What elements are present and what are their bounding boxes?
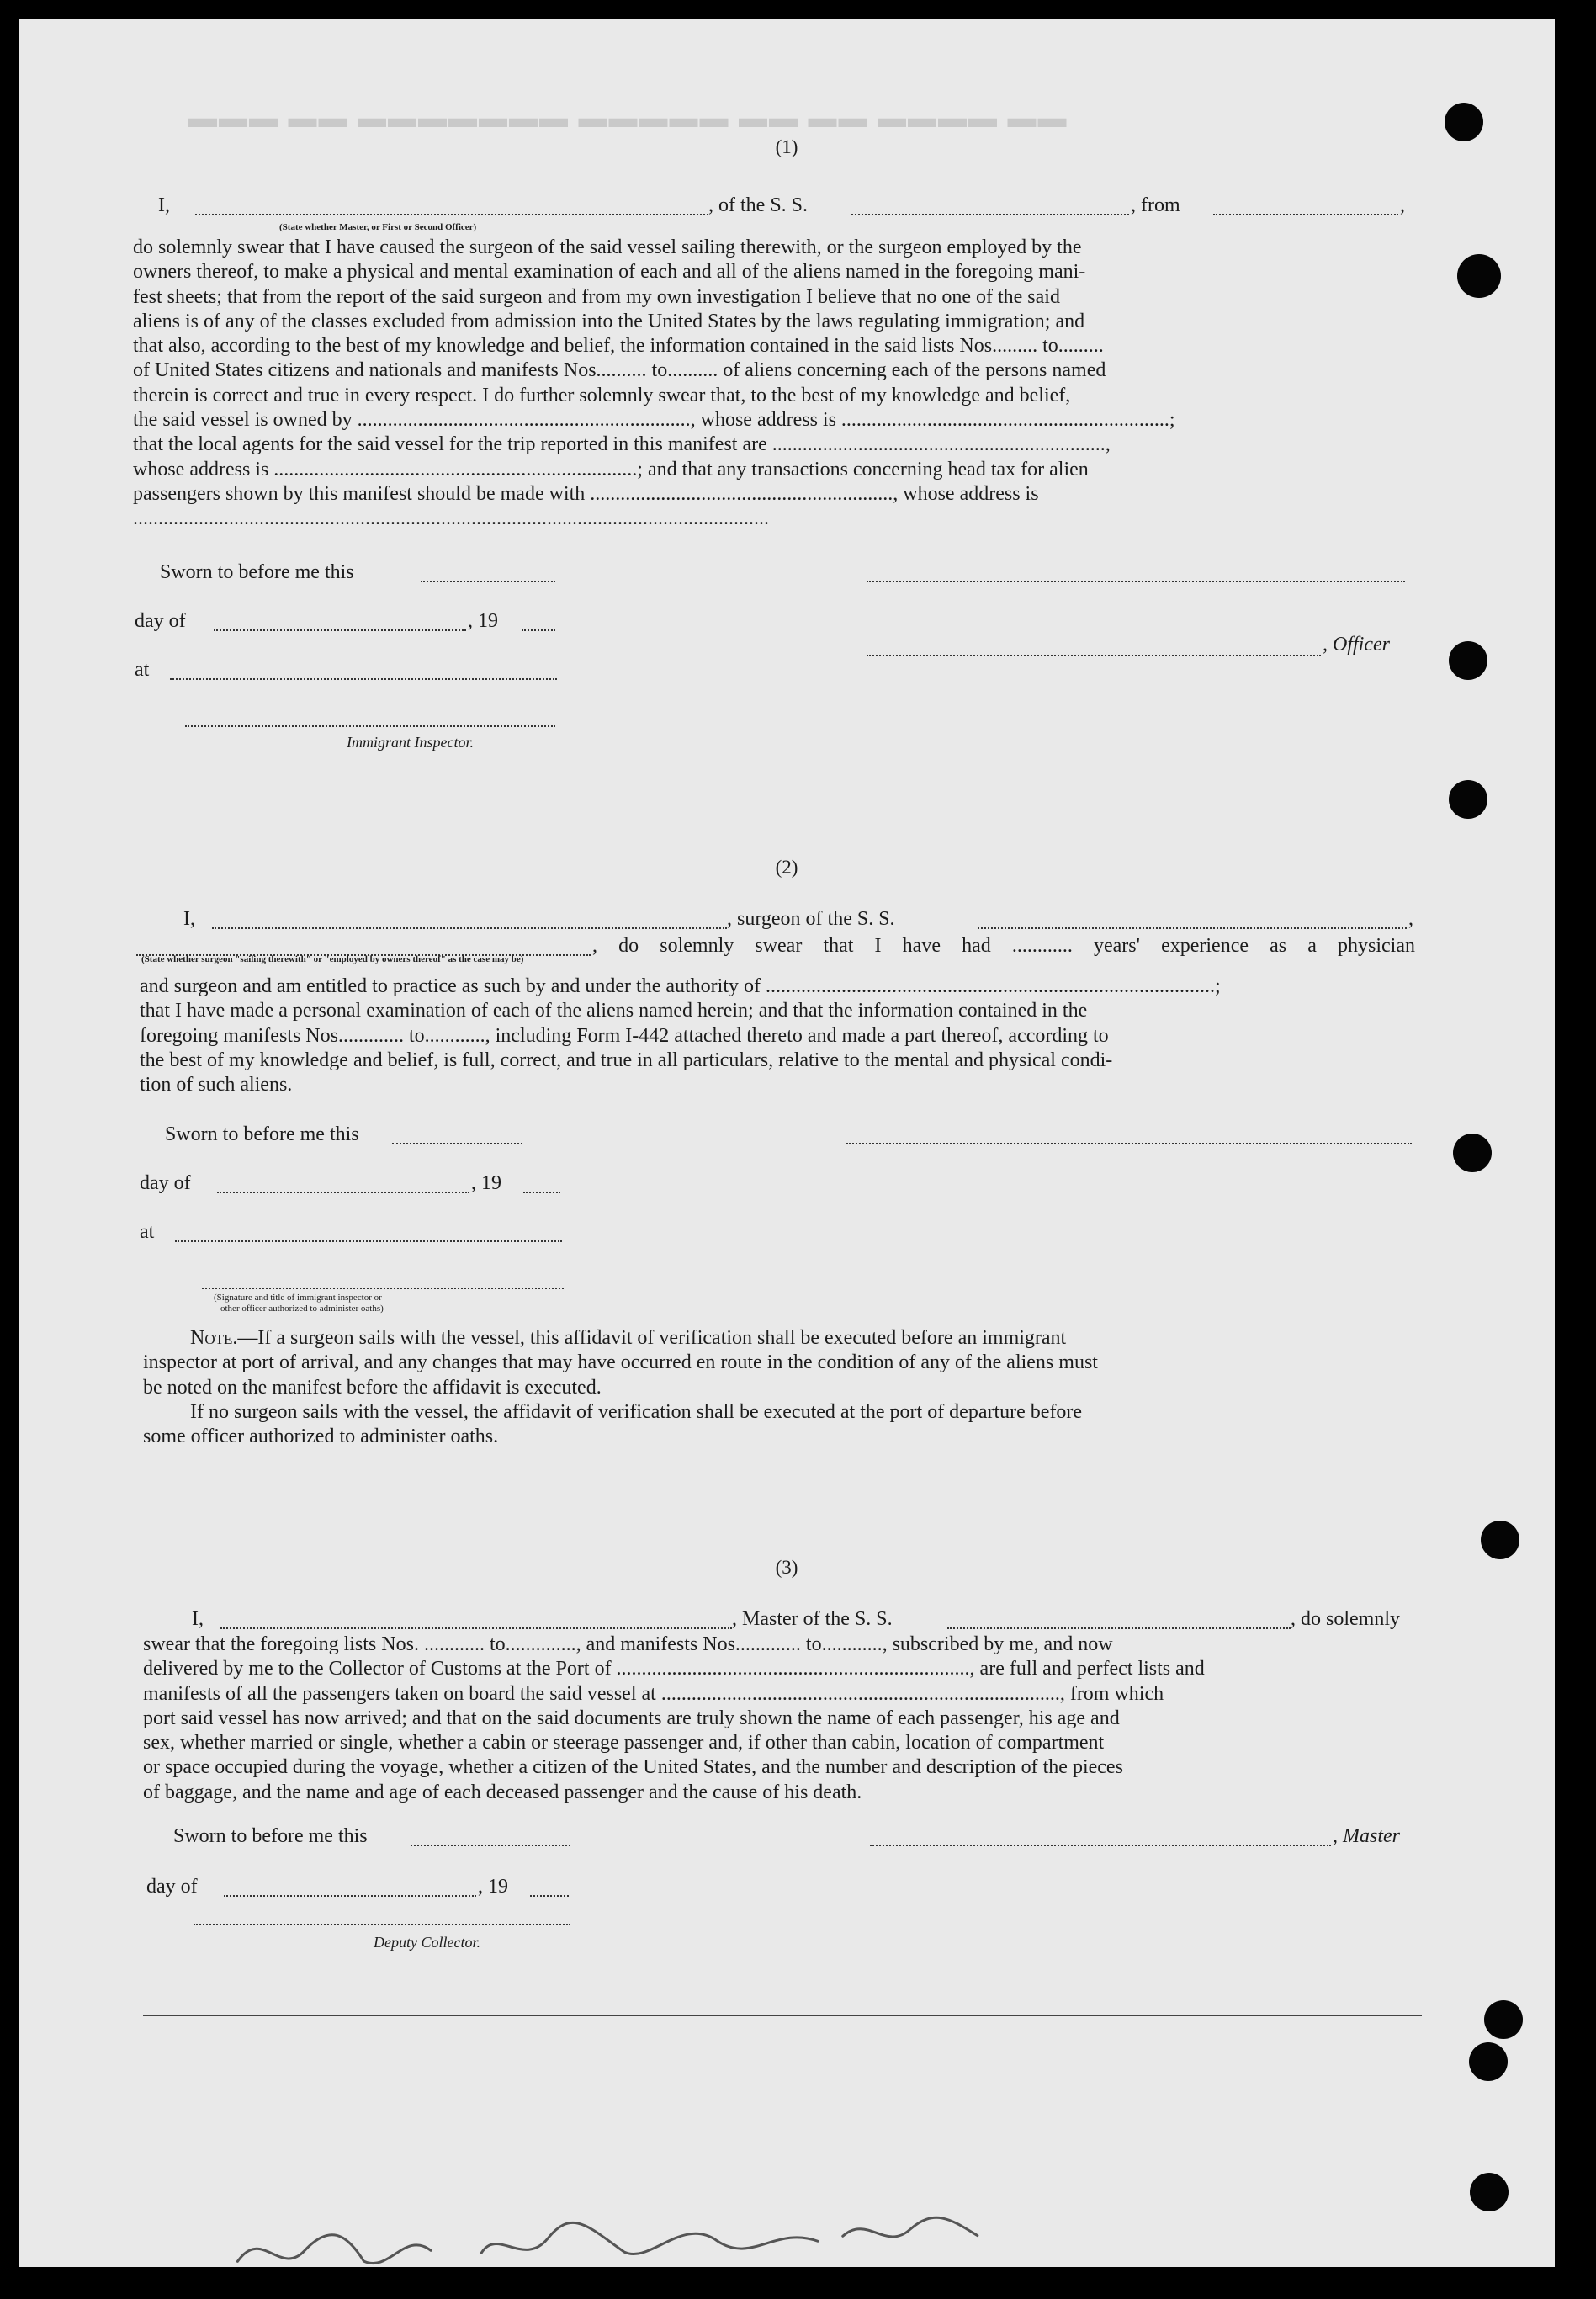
s1-inspector-signature-field[interactable] [185, 725, 555, 727]
s2-inspector-signature-field[interactable] [202, 1288, 564, 1289]
note-label: Note. [190, 1327, 238, 1349]
handwriting-drawing [228, 2193, 987, 2286]
s1-from-port-field[interactable] [1213, 214, 1398, 215]
s3-body-line: delivered by me to the Collector of Customs at the Port of ......................................................................, are full and perfect lists and [143, 1658, 1205, 1680]
s1-at-place-field[interactable] [170, 678, 557, 680]
s3-vessel-name-field[interactable] [947, 1627, 1291, 1629]
s1-body-line: that also, according to the best of my knowledge and belief, the information contained in the said lists Nos......... to......... [133, 335, 1104, 358]
punch-hole [1453, 1134, 1492, 1172]
s1-body-line: passengers shown by this manifest should be made with ............................................................, whose address is [133, 482, 1039, 505]
s2-i-label: I, [183, 908, 195, 930]
s2-type-sublabel: (State whether surgeon "sailing therewith" or "employed by owners thereof" as the case may be) [141, 954, 524, 964]
s2-body-line: that I have made a personal examination of each of the aliens named herein; and that the information contained in the [140, 1000, 1088, 1022]
s1-from-label: , from [1131, 194, 1180, 216]
s1-year-field[interactable] [522, 629, 555, 631]
s2-month-field[interactable] [217, 1192, 469, 1193]
s2-year-label: , 19 [471, 1172, 501, 1194]
s1-officer-label: , Officer [1323, 634, 1390, 656]
s3-master-signature-field[interactable] [870, 1845, 1331, 1846]
section-1-body [133, 236, 1403, 532]
s3-i-label: I, [192, 1608, 204, 1630]
section-2-body [140, 974, 1415, 1097]
s1-body-line: the said vessel is owned by .................................................................., whose address is .................................................................; [133, 409, 1175, 432]
s3-collector-signature-field[interactable] [194, 1924, 570, 1925]
s2-year-field[interactable] [523, 1192, 560, 1193]
s3-year-label: , 19 [478, 1876, 508, 1898]
s1-rank-sublabel: (State whether Master, or First or Second Officer) [279, 222, 477, 232]
s1-sworn-date-field[interactable] [421, 581, 555, 582]
s1-ss-label: , of the S. S. [708, 194, 809, 216]
s3-master-name-field[interactable] [220, 1627, 732, 1629]
note-block [143, 1326, 1417, 1449]
s2-body-line: the best of my knowledge and belief, is full, correct, and true in all particulars, relative to the mental and physical condi- [140, 1049, 1113, 1071]
note2-line: If no surgeon sails with the vessel, the affidavit of verification shall be executed at the port of departure before [190, 1400, 1083, 1423]
s1-officer-signature-field[interactable] [867, 581, 1405, 582]
s2-sworn-date-field[interactable] [392, 1143, 522, 1144]
punch-hole [1449, 780, 1487, 819]
s2-body-line: foregoing manifests Nos............. to............, including Form I-442 attached thereto and made a part thereof, according to [140, 1024, 1109, 1047]
bottom-divider [143, 2015, 1422, 2016]
s1-at-label: at [135, 659, 150, 681]
s3-body-line: or space occupied during the voyage, whether a citizen of the United States, and the number and description of the pieces [143, 1756, 1123, 1779]
section-3-number: (3) [775, 1557, 798, 1578]
s2-sig-sublabel: (Signature and title of immigrant inspector or [214, 1293, 382, 1303]
s1-officer-name-field[interactable] [867, 655, 1321, 656]
s2-at-label: at [140, 1221, 155, 1243]
s2-swear-line: , do solemnly swear that I have had ............ years' experience as a physician [592, 935, 1415, 957]
s3-month-field[interactable] [224, 1895, 476, 1897]
s1-vessel-name-field[interactable] [851, 214, 1129, 215]
s1-year-label: , 19 [468, 610, 498, 632]
s3-body-line: swear that the foregoing lists Nos. ............ to.............., and manifests Nos............. to............, subscribed by me, and now [143, 1633, 1113, 1655]
note-line: —If a surgeon sails with the vessel, this affidavit of verification shall be executed before an immigrant [237, 1327, 1067, 1349]
s1-body-line: of United States citizens and nationals and manifests Nos.......... to.......... of aliens concerning each of the persons named [133, 359, 1106, 382]
punch-hole [1449, 641, 1487, 680]
s2-body-line: tion of such aliens. [140, 1074, 293, 1096]
s1-body-line: aliens is of any of the classes excluded from admission into the United States by the laws regulating immigration; and [133, 310, 1085, 332]
note-line: be noted on the manifest before the affidavit is executed. [143, 1376, 602, 1399]
s1-i-label: I, [158, 194, 170, 216]
section-1-number: (1) [775, 136, 798, 157]
s3-collector-label: Deputy Collector. [374, 1934, 480, 1951]
s3-body-line: port said vessel has now arrived; and that on the said documents are truly shown the name of each passenger, his age and [143, 1707, 1120, 1729]
s2-sworn-label: Sworn to before me this [165, 1123, 359, 1145]
note2-line: some officer authorized to administer oaths. [143, 1426, 499, 1448]
s3-master-label: , Master of the S. S. [732, 1608, 893, 1630]
s3-body-line: sex, whether married or single, whether a cabin or steerage passenger and, if other than cabin, location of compartment [143, 1732, 1105, 1755]
s3-body-line: of baggage, and the name and age of each deceased passenger and the cause of his death. [143, 1781, 862, 1803]
bleed-through-text: ▬▬ ▬▬▬▬ ▬▬ ▬▬ ▬▬▬▬▬ ▬▬▬▬▬▬▬ ▬▬ ▬▬▬ [187, 103, 1067, 134]
punch-hole [1481, 1521, 1519, 1559]
handwritten-signature [228, 2193, 988, 2298]
s3-body-line: manifests of all the passengers taken on board the said vessel at ..............................................................................., from which [143, 1682, 1164, 1705]
punch-hole [1470, 2173, 1509, 2211]
s3-sworn-date-field[interactable] [411, 1845, 570, 1846]
s1-body-line: owners thereof, to make a physical and mental examination of each and all of the aliens named in the foregoing mani- [133, 261, 1086, 284]
s1-body-line: therein is correct and true in every respect. I do further solemnly swear that, to the best of my knowledge and belief, [133, 384, 1071, 406]
s2-surgeon-name-field[interactable] [212, 927, 727, 929]
s3-solemnly-label: , do solemnly [1291, 1608, 1400, 1630]
punch-hole [1469, 2042, 1508, 2081]
s1-sworn-label: Sworn to before me this [160, 561, 354, 583]
s1-body-line: do solemnly swear that I have caused the surgeon of the said vessel sailing therewith, or the surgeon employed by the [133, 236, 1082, 258]
section-3-body [143, 1633, 1420, 1805]
punch-hole [1484, 2000, 1523, 2039]
s1-officer-rank-field[interactable] [195, 214, 708, 215]
form-page [19, 19, 1555, 2267]
s2-day-of-label: day of [140, 1172, 191, 1194]
punch-hole [1457, 254, 1501, 298]
s3-year-field[interactable] [530, 1895, 569, 1897]
s1-line-end: , [1400, 194, 1405, 216]
s2-at-place-field[interactable] [175, 1240, 562, 1242]
s1-body-line: .............................................................................................................................. [133, 507, 769, 530]
s1-inspector-label: Immigrant Inspector. [347, 734, 474, 751]
s1-month-field[interactable] [214, 629, 466, 631]
s1-body-line: whose address is ........................................................................; and that any transactions concerning head tax for alien [133, 458, 1089, 481]
s3-day-of-label: day of [146, 1876, 198, 1898]
s2-line-end: , [1408, 908, 1413, 930]
s2-surgeon-signature-field[interactable] [846, 1143, 1412, 1144]
s3-master-title: , Master [1333, 1825, 1400, 1847]
s3-sworn-label: Sworn to before me this [173, 1825, 368, 1847]
s1-day-of-label: day of [135, 610, 186, 632]
s1-body-line: fest sheets; that from the report of the said surgeon and from my own investigation I believe that no one of the said [133, 285, 1060, 308]
section-2-number: (2) [775, 857, 798, 878]
s2-sig-sublabel: other officer authorized to administer oaths) [220, 1303, 384, 1314]
s2-body-line: and surgeon and am entitled to practice as such by and under the authority of .........................................................................................; [140, 975, 1221, 997]
note-line: inspector at port of arrival, and any changes that may have occurred en route in the condition of any of the aliens must [143, 1351, 1098, 1374]
s1-body-line: that the local agents for the said vessel for the trip reported in this manifest are .................................................................., [133, 433, 1111, 456]
s2-vessel-name-field[interactable] [978, 927, 1407, 929]
s2-surgeon-label: , surgeon of the S. S. [727, 908, 895, 930]
